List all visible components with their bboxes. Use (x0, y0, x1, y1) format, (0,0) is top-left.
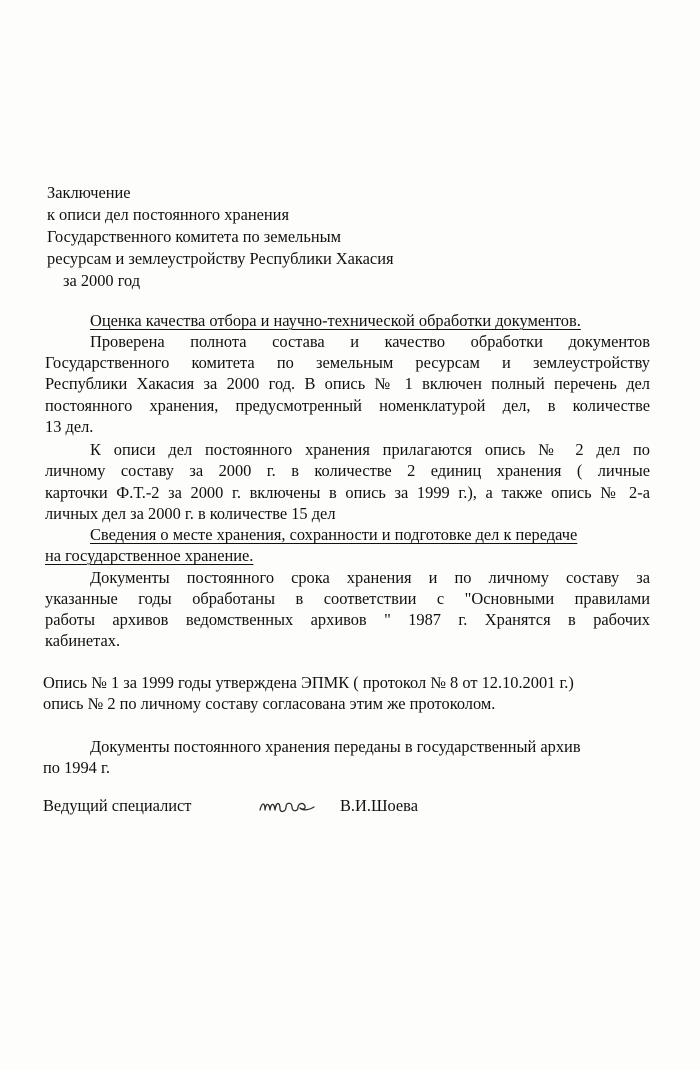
paragraph-line: личных дел за 2000 г. в количестве 15 дел (45, 504, 336, 523)
paragraph-line: Государственного комитета по земельным ресурсам и землеустройству (45, 353, 650, 372)
section-heading-storage: Сведения о месте хранения, сохранности и подготовке дел к передаче (90, 525, 578, 544)
approval-line: опись № 2 по личному составу согласована этим же протоколом. (43, 694, 496, 713)
signer-name: В.И.Шоева (340, 796, 418, 815)
paragraph-line: 13 дел. (45, 417, 94, 436)
doc-year-line: за 2000 год (63, 271, 141, 290)
paragraph-line: Документы постоянного срока хранения и по личному составу за (90, 568, 650, 587)
paragraph-line: личному составу за 2000 г. в количестве 2 единиц хранения ( личные (45, 461, 650, 480)
paragraph-line: работы архивов ведомственных архивов " 1987 г. Хранятся в рабочих (45, 610, 650, 629)
section-heading-quality: Оценка качества отбора и научно-технической обработки документов. (90, 311, 581, 330)
approval-line: Опись № 1 за 1999 годы утверждена ЭПМК ( протокол № 8 от 12.10.2001 г.) (43, 673, 574, 692)
paragraph-line: кабинетах. (45, 631, 121, 650)
transfer-line: Документы постоянного хранения переданы в государственный архив (90, 737, 581, 756)
paragraph-line: К описи дел постоянного хранения прилагаются опись № 2 дел по (90, 440, 650, 459)
section-heading-storage: на государственное хранение. (45, 546, 254, 565)
handwritten-signature (256, 790, 318, 818)
doc-subtitle-line: к описи дел постоянного хранения (47, 205, 289, 224)
paragraph-line: карточки Ф.Т.-2 за 2000 г. включены в опись за 1999 г.), а также опись № 2-а (45, 483, 650, 502)
paragraph-line: Республики Хакасия за 2000 год. В опись № 1 включен полный перечень дел (45, 374, 650, 393)
paragraph-line: Проверена полнота состава и качество обработки документов (90, 332, 650, 351)
paragraph-line: постоянного хранения, предусмотренный номенклатурой дел, в количестве (45, 396, 650, 415)
doc-subtitle-line: Государственного комитета по земельным (47, 227, 341, 246)
doc-subtitle-line: ресурсам и землеустройству Республики Хакасия (47, 249, 394, 268)
signer-position: Ведущий специалист (43, 796, 192, 815)
paragraph-line: указанные годы обработаны в соответствии с "Основными правилами (45, 589, 650, 608)
transfer-line: по 1994 г. (43, 758, 110, 777)
doc-title: Заключение (47, 183, 131, 202)
